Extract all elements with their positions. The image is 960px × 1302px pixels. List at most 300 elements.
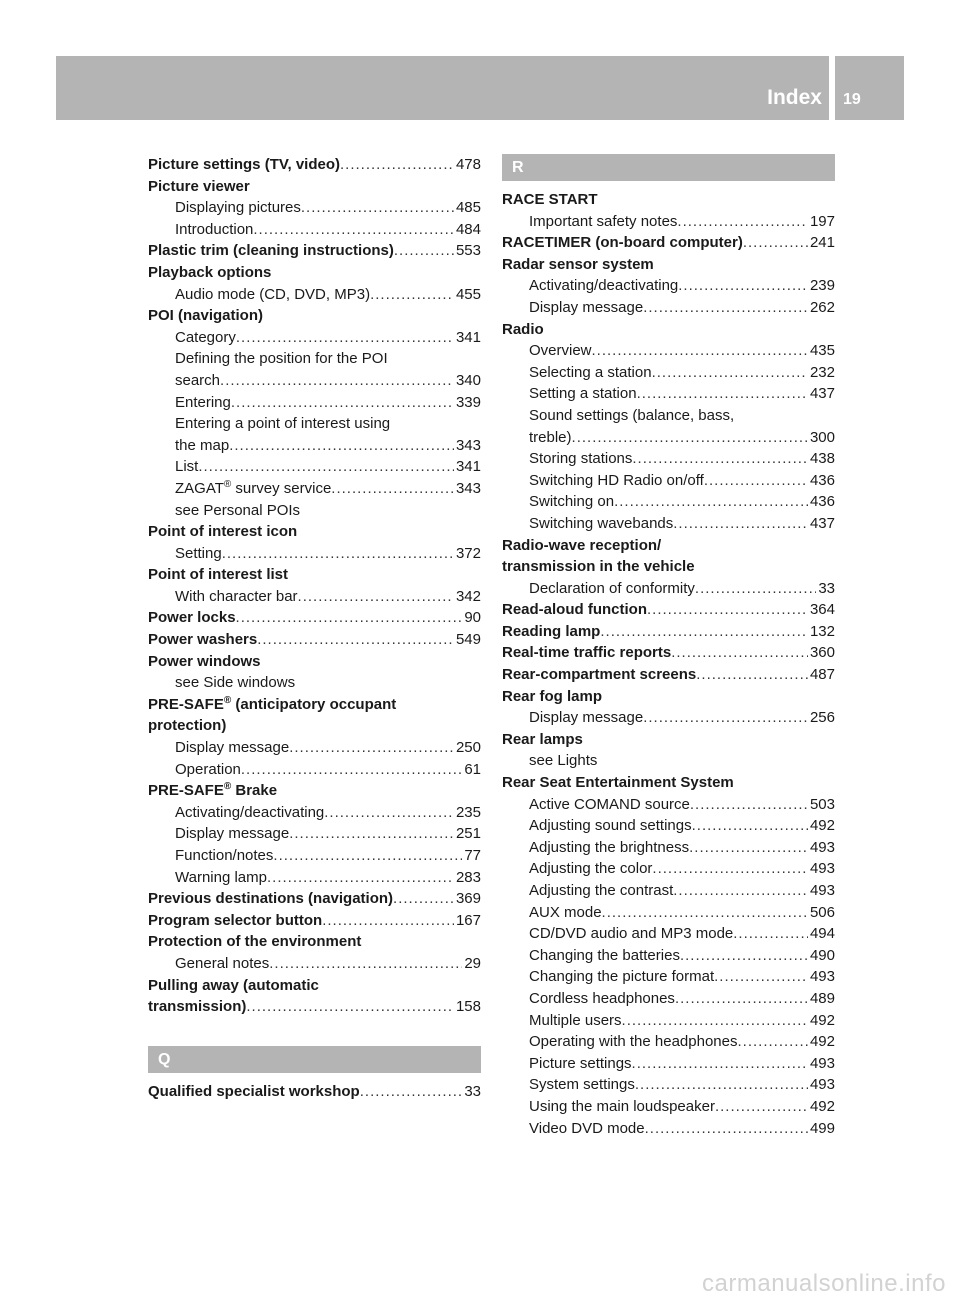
entry-text: Setting a station xyxy=(529,385,637,403)
page-ref[interactable]: 256 xyxy=(809,709,835,727)
entry-text: Important safety notes xyxy=(529,212,678,230)
index-heading xyxy=(148,931,481,953)
index-entry[interactable] xyxy=(148,586,481,608)
dot-leader xyxy=(632,1053,808,1075)
index-entry[interactable] xyxy=(148,737,481,759)
index-entry[interactable] xyxy=(148,456,481,478)
entry-label xyxy=(148,629,257,651)
entry-label xyxy=(529,1010,622,1032)
entry-label xyxy=(529,513,673,535)
entry-label xyxy=(529,1118,645,1140)
page-ref[interactable]: 437 xyxy=(809,385,835,403)
page-ref[interactable]: 506 xyxy=(809,903,835,921)
entry-label xyxy=(175,219,253,241)
page-ref[interactable]: 33 xyxy=(464,1082,481,1100)
page-ref[interactable]: 436 xyxy=(809,493,835,511)
page-ref[interactable]: 339 xyxy=(455,393,481,411)
dot-leader xyxy=(289,737,454,759)
page-ref[interactable]: 372 xyxy=(455,544,481,562)
entry-text: Power washers xyxy=(148,631,258,649)
dot-leader xyxy=(257,629,454,651)
index-entry[interactable] xyxy=(502,923,835,945)
entry-text: Display message xyxy=(529,709,644,727)
page-ref[interactable]: 490 xyxy=(809,946,835,964)
page-ref[interactable]: 342 xyxy=(455,587,481,605)
index-entry[interactable] xyxy=(502,1074,835,1096)
entry-label: Pulling away (automatic xyxy=(148,976,319,994)
entry-label xyxy=(502,664,696,686)
page-ref[interactable]: 167 xyxy=(455,911,481,929)
dot-leader xyxy=(236,327,454,349)
entry-text: Reading lamp xyxy=(502,622,601,640)
entry-label-cont: Brake xyxy=(231,782,278,800)
index-entry[interactable] xyxy=(502,427,835,449)
entry-label xyxy=(529,945,680,967)
index-note xyxy=(148,500,481,522)
page-ref[interactable]: 437 xyxy=(809,514,835,532)
entry-text: Displaying pictures xyxy=(175,199,301,217)
index-entry[interactable] xyxy=(148,629,481,651)
entry-text: Activating/deactivating xyxy=(529,277,679,295)
page-ref[interactable]: 360 xyxy=(809,644,835,662)
entry-text: transmission) xyxy=(148,998,247,1016)
index-entry[interactable] xyxy=(502,491,835,513)
entry-text: Changing the batteries xyxy=(529,946,680,964)
dot-leader xyxy=(671,642,808,664)
page-ref[interactable]: 484 xyxy=(455,220,481,238)
dot-leader xyxy=(704,470,808,492)
index-entry[interactable] xyxy=(148,823,481,845)
page-ref[interactable]: 553 xyxy=(455,242,481,260)
index-entry[interactable] xyxy=(502,297,835,319)
page-ref[interactable]: 241 xyxy=(809,234,835,252)
dot-leader xyxy=(198,456,454,478)
index-entry[interactable] xyxy=(502,470,835,492)
index-entry[interactable] xyxy=(502,275,835,297)
dot-leader xyxy=(689,837,808,859)
entry-text: Rear-compartment screens xyxy=(502,666,697,684)
index-entry[interactable] xyxy=(148,1081,481,1103)
entry-label xyxy=(529,491,614,513)
entry-text: List xyxy=(175,458,199,476)
entry-text: Previous destinations (navigation) xyxy=(148,890,394,908)
index-entry[interactable] xyxy=(148,759,481,781)
page-ref[interactable]: 493 xyxy=(809,838,835,856)
page-ref[interactable]: 77 xyxy=(464,847,481,864)
index-entry[interactable] xyxy=(148,888,481,910)
entry-text: With character bar xyxy=(175,587,298,605)
entry-text: Entering xyxy=(175,393,231,411)
entry-label: Point of interest icon xyxy=(148,523,298,541)
entry-text: Program selector button xyxy=(148,911,323,929)
dot-leader xyxy=(231,392,454,414)
index-entry[interactable] xyxy=(148,435,481,457)
page-ref[interactable]: 436 xyxy=(809,471,835,489)
index-entry[interactable] xyxy=(502,1096,835,1118)
entry-text: Switching wavebands xyxy=(529,514,674,532)
dot-leader xyxy=(394,240,454,262)
entry-text: Switching on xyxy=(529,493,615,511)
entry-label xyxy=(529,340,592,362)
entry-text: Switching HD Radio on/off xyxy=(529,471,704,489)
page-ref[interactable]: 493 xyxy=(809,860,835,878)
dot-leader xyxy=(675,988,808,1010)
page-ref[interactable]: 485 xyxy=(455,199,481,217)
entry-label: Picture viewer xyxy=(148,177,250,195)
index-entry[interactable] xyxy=(502,211,835,233)
index-column-left xyxy=(148,154,481,1102)
index-entry[interactable] xyxy=(148,197,481,219)
entry-label xyxy=(529,1053,632,1075)
dot-leader xyxy=(267,867,454,889)
dot-leader xyxy=(635,1074,808,1096)
entry-label xyxy=(175,478,331,500)
entry-label xyxy=(529,427,572,449)
entry-text: Changing the picture format xyxy=(529,968,715,986)
dot-leader xyxy=(324,802,454,824)
index-heading xyxy=(148,262,481,284)
entry-label xyxy=(529,297,643,319)
entry-label: Radar sensor system xyxy=(502,255,654,273)
index-entry[interactable] xyxy=(502,794,835,816)
page-ref[interactable]: 438 xyxy=(809,450,835,468)
entry-label xyxy=(502,599,647,621)
entry-text: General notes xyxy=(175,954,270,972)
index-entry[interactable] xyxy=(502,232,835,254)
index-entry[interactable] xyxy=(148,154,481,176)
entry-label xyxy=(529,448,632,470)
dot-leader xyxy=(673,513,808,535)
index-entry[interactable] xyxy=(148,953,481,975)
dot-leader xyxy=(370,284,454,306)
index-entry[interactable] xyxy=(148,240,481,262)
entry-text: Multiple users xyxy=(529,1011,622,1029)
dot-leader xyxy=(602,902,808,924)
entry-text: Video DVD mode xyxy=(529,1119,645,1137)
index-entry[interactable] xyxy=(148,845,481,867)
entry-label: POI (navigation) xyxy=(148,307,264,325)
page-ref[interactable]: 503 xyxy=(809,795,835,813)
index-entry[interactable] xyxy=(502,1118,835,1140)
page-ref[interactable]: 492 xyxy=(809,817,835,835)
page-ref[interactable]: 197 xyxy=(809,212,835,230)
registered-mark: ® xyxy=(223,781,232,793)
index-entry[interactable] xyxy=(148,607,481,629)
page-ref[interactable]: 251 xyxy=(455,825,481,843)
entry-label: Power windows xyxy=(148,652,261,670)
page-ref[interactable]: 29 xyxy=(464,954,481,972)
page-ref[interactable]: 499 xyxy=(809,1119,835,1137)
entry-label xyxy=(175,543,222,565)
index-note xyxy=(148,348,481,370)
page-ref[interactable]: 493 xyxy=(809,1054,835,1072)
index-note xyxy=(502,405,835,427)
entry-label: transmission in the vehicle xyxy=(502,558,695,576)
dot-leader xyxy=(714,966,808,988)
index-heading xyxy=(148,305,481,327)
entry-label xyxy=(175,392,231,414)
dot-leader xyxy=(222,543,454,565)
entry-label: RACE START xyxy=(502,191,598,208)
entry-text: Picture settings xyxy=(529,1054,632,1072)
index-entry[interactable] xyxy=(502,599,835,621)
entry-label xyxy=(175,370,220,392)
entry-label xyxy=(529,902,602,924)
entry-text: Function/notes xyxy=(175,847,274,864)
index-entry[interactable] xyxy=(148,543,481,565)
entry-text: Selecting a station xyxy=(529,363,652,381)
page-ref[interactable]: 455 xyxy=(455,285,481,303)
entry-label xyxy=(175,456,198,478)
entry-text: Qualified specialist workshop xyxy=(148,1082,360,1100)
page-ref[interactable]: 549 xyxy=(455,631,481,649)
entry-label xyxy=(148,154,340,176)
page-number: 19 xyxy=(843,91,861,108)
entry-text: Adjusting the brightness xyxy=(529,838,690,856)
index-entry[interactable] xyxy=(502,362,835,384)
index-entry[interactable] xyxy=(502,1031,835,1053)
entry-label xyxy=(175,867,267,889)
page-ref[interactable]: 493 xyxy=(809,882,835,899)
entry-label xyxy=(529,966,714,988)
dot-leader xyxy=(220,370,454,392)
index-entry[interactable] xyxy=(502,513,835,535)
page-ref[interactable]: 487 xyxy=(809,666,835,684)
index-entry[interactable] xyxy=(502,815,835,837)
page-ref[interactable]: 300 xyxy=(809,428,835,446)
index-entry[interactable] xyxy=(148,910,481,932)
index-entry[interactable] xyxy=(148,996,481,1018)
entry-label xyxy=(175,435,229,457)
entry-label: Defining the position for the POI xyxy=(175,350,388,368)
index-heading xyxy=(148,975,481,997)
entry-label: Point of interest list xyxy=(148,566,289,584)
page-ref[interactable]: 33 xyxy=(818,579,835,597)
index-entry[interactable] xyxy=(502,966,835,988)
page-ref[interactable]: 132 xyxy=(809,622,835,640)
index-heading xyxy=(502,189,835,211)
index-entry[interactable] xyxy=(502,1053,835,1075)
entry-label xyxy=(529,837,689,859)
dot-leader xyxy=(695,578,816,600)
dot-leader xyxy=(673,880,808,902)
entry-label xyxy=(529,383,637,405)
index-heading xyxy=(148,715,481,737)
index-entry[interactable] xyxy=(502,1010,835,1032)
dot-leader xyxy=(622,1010,808,1032)
index-entry[interactable] xyxy=(502,340,835,362)
entry-text: Setting xyxy=(175,544,222,562)
entry-text: CD/DVD audio and MP3 mode xyxy=(529,925,734,943)
index-column-right xyxy=(502,154,835,1139)
dot-leader xyxy=(241,759,462,781)
index-entry[interactable] xyxy=(148,392,481,414)
entry-text: Display message xyxy=(175,825,290,843)
entry-label xyxy=(175,737,289,759)
entry-label: Rear lamps xyxy=(502,730,583,748)
page-ref[interactable]: 493 xyxy=(809,968,835,986)
entry-label xyxy=(148,240,394,262)
index-entry[interactable] xyxy=(502,902,835,924)
page-ref[interactable]: 492 xyxy=(809,1097,835,1115)
index-entry[interactable] xyxy=(502,707,835,729)
entry-label xyxy=(529,988,675,1010)
entry-label xyxy=(175,823,289,845)
page-ref[interactable]: 235 xyxy=(455,803,481,821)
index-entry[interactable] xyxy=(148,219,481,241)
page-ref[interactable]: 364 xyxy=(809,601,835,619)
entry-label xyxy=(175,953,269,975)
entry-text: the map xyxy=(175,436,230,454)
entry-label xyxy=(175,845,273,867)
index-entry[interactable] xyxy=(502,988,835,1010)
index-entry[interactable] xyxy=(502,858,835,880)
entry-text: Declaration of conformity xyxy=(529,579,695,597)
index-entry[interactable] xyxy=(502,880,835,902)
index-entry[interactable] xyxy=(502,383,835,405)
entry-text: Picture settings (TV, video) xyxy=(148,156,340,173)
entry-label: Radio xyxy=(502,320,544,338)
page-ref[interactable]: 489 xyxy=(809,989,835,1007)
dot-leader xyxy=(692,815,808,837)
page-ref[interactable]: 262 xyxy=(809,298,835,316)
index-entry[interactable] xyxy=(502,945,835,967)
page-ref[interactable]: 232 xyxy=(809,363,835,381)
entry-text: Operation xyxy=(175,760,241,778)
section-header: Q xyxy=(148,1046,481,1073)
entry-label: see Side windows xyxy=(175,674,296,692)
index-entry[interactable] xyxy=(148,284,481,306)
entry-label xyxy=(175,284,370,306)
entry-text: RACETIMER (on-board computer) xyxy=(502,234,743,252)
dot-leader xyxy=(301,197,454,219)
entry-label-cont: (anticipatory occupant xyxy=(231,695,397,713)
page-ref[interactable]: 341 xyxy=(455,328,481,346)
entry-text-cont: survey service xyxy=(231,479,332,497)
entry-label: see Lights xyxy=(529,752,598,770)
index-entry[interactable] xyxy=(502,837,835,859)
page-ref[interactable]: 250 xyxy=(455,739,481,757)
entry-label: Radio-wave reception/ xyxy=(502,536,662,554)
dot-leader xyxy=(572,427,808,449)
page-ref[interactable]: 341 xyxy=(455,458,481,476)
index-entry[interactable] xyxy=(148,802,481,824)
page-ref[interactable]: 478 xyxy=(455,156,481,173)
page-ref[interactable]: 340 xyxy=(455,371,481,389)
entry-text: Adjusting the color xyxy=(529,860,653,878)
index-entry[interactable] xyxy=(148,370,481,392)
dot-leader xyxy=(253,219,454,241)
registered-mark: ® xyxy=(223,478,232,490)
entry-label xyxy=(529,1074,635,1096)
page-ref[interactable]: 283 xyxy=(455,868,481,886)
page-ref[interactable]: 369 xyxy=(455,890,481,908)
entry-text: Overview xyxy=(529,342,592,360)
entry-text: Display message xyxy=(175,739,290,757)
index-heading xyxy=(502,772,835,794)
entry-label: PRE-SAFE xyxy=(148,695,224,713)
dot-leader xyxy=(696,664,808,686)
entry-label xyxy=(175,759,241,781)
dot-leader xyxy=(678,275,808,297)
page-ref[interactable]: 61 xyxy=(464,760,481,778)
index-entry[interactable] xyxy=(502,448,835,470)
entry-label xyxy=(529,880,673,902)
entry-label: protection) xyxy=(148,717,227,735)
entry-text: Audio mode (CD, DVD, MP3) xyxy=(175,285,371,303)
entry-label xyxy=(529,707,643,729)
registered-mark: ® xyxy=(223,694,232,706)
entry-text: Plastic trim (cleaning instructions) xyxy=(148,242,394,260)
page-ref[interactable]: 343 xyxy=(455,436,481,454)
entry-label xyxy=(529,794,690,816)
index-entry[interactable] xyxy=(148,327,481,349)
page-ref[interactable]: 493 xyxy=(809,1076,835,1094)
page-ref[interactable]: 158 xyxy=(455,998,481,1016)
entry-label xyxy=(502,232,743,254)
entry-text: Read-aloud function xyxy=(502,601,647,619)
entry-text: Adjusting the contrast xyxy=(529,882,674,899)
dot-leader xyxy=(393,888,454,910)
entry-label xyxy=(175,586,298,608)
dot-leader xyxy=(680,945,808,967)
index-entry[interactable] xyxy=(148,867,481,889)
dot-leader xyxy=(643,297,808,319)
page-ref[interactable]: 343 xyxy=(455,479,481,497)
index-entry[interactable] xyxy=(502,621,835,643)
page-ref[interactable]: 90 xyxy=(464,609,481,627)
dot-leader xyxy=(652,362,808,384)
entry-label xyxy=(529,858,652,880)
watermark: carmanualsonline.info xyxy=(702,1270,946,1297)
entry-label xyxy=(529,362,652,384)
entry-label: Protection of the environment xyxy=(148,933,362,951)
dot-leader xyxy=(331,478,454,500)
entry-text: Warning lamp xyxy=(175,868,267,886)
index-entry[interactable] xyxy=(148,478,481,500)
page-ref[interactable]: 239 xyxy=(809,277,835,295)
page-ref[interactable]: 492 xyxy=(809,1011,835,1029)
dot-leader xyxy=(632,448,808,470)
header-divider xyxy=(829,56,835,120)
dot-leader xyxy=(643,707,808,729)
entry-text: Using the main loudspeaker xyxy=(529,1097,715,1115)
dot-leader xyxy=(600,621,808,643)
index-entry[interactable] xyxy=(502,664,835,686)
entry-label xyxy=(148,888,393,910)
index-heading xyxy=(148,176,481,198)
entry-label: Playback options xyxy=(148,263,272,281)
index-heading xyxy=(502,686,835,708)
index-entry[interactable] xyxy=(502,642,835,664)
index-entry[interactable] xyxy=(502,578,835,600)
dot-leader xyxy=(269,953,462,975)
entry-label xyxy=(148,996,246,1018)
page-ref[interactable]: 494 xyxy=(809,925,835,943)
entry-label xyxy=(175,327,236,349)
entry-label xyxy=(529,1096,715,1118)
entry-label xyxy=(529,923,733,945)
index-heading xyxy=(148,780,481,802)
entry-text: Power locks xyxy=(148,609,236,627)
page-ref[interactable]: 492 xyxy=(809,1033,835,1051)
page-ref[interactable]: 435 xyxy=(809,342,835,360)
entry-label xyxy=(529,578,695,600)
entry-label: see Personal POIs xyxy=(175,501,301,519)
entry-text: Active COMAND source xyxy=(529,795,690,813)
entry-text: ZAGAT xyxy=(175,479,224,497)
entry-text: search xyxy=(175,371,221,389)
